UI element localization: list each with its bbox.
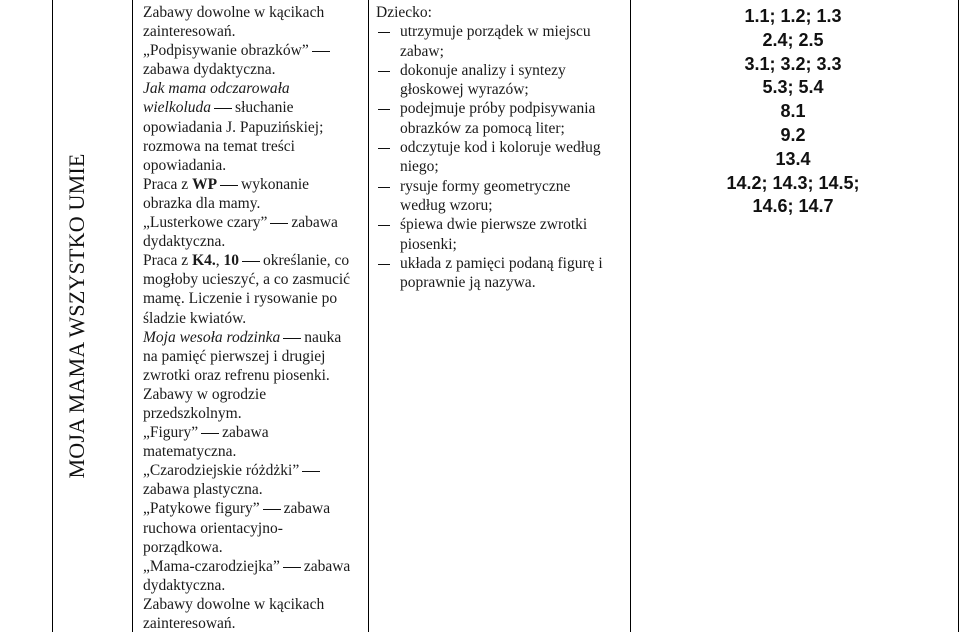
activity-line: zabawa plastyczna. <box>143 481 263 499</box>
activity-line: Zabawy dowolne w kącikach <box>143 4 325 21</box>
goal-item: śpiewa dwie pierwsze zwrotki <box>376 215 626 234</box>
activity-line: opowiadania J. Papuzińskiej; <box>143 118 324 136</box>
code-line: 13.4 <box>775 148 811 169</box>
column-divider <box>630 0 631 632</box>
activity-line: matematyczna. <box>143 443 237 461</box>
goal-item-continued: zabaw; <box>400 42 444 60</box>
activity-line: przedszkolnym. <box>143 404 242 422</box>
code-line: 1.1; 1.2; 1.3 <box>744 6 842 26</box>
activity-line: na pamięć pierwszej i drugiej <box>143 347 326 365</box>
activities-cell <box>143 3 367 633</box>
activity-line: mogłoby ucieszyć, a co zasmucić <box>143 271 351 289</box>
activity-line: opowiadania. <box>143 156 227 174</box>
code-line: 5.3; 5.4 <box>762 77 824 98</box>
section-title: MOJA MAMA WSZYSTKO UMIE <box>64 153 89 479</box>
code-line: 14.6; 14.7 <box>752 196 834 217</box>
code-line: 9.2 <box>780 124 806 145</box>
activity-line: „Podpisywanie obrazków” <box>143 41 367 60</box>
activity-line: Zabawy dowolne w kącikach <box>143 595 325 613</box>
goal-item: utrzymuje porządek w miejscu <box>376 22 626 41</box>
curriculum-codes-cell <box>634 5 952 219</box>
goals-header: Dziecko: <box>376 4 432 21</box>
activity-line: dydaktyczna. <box>143 233 226 251</box>
activity-line: mamę. Liczenie i rysowanie po <box>143 290 338 308</box>
goal-item-continued: poprawnie ją nazywa. <box>400 274 536 292</box>
goal-item-continued: głoskowej wyrazów; <box>400 81 529 99</box>
activity-line: „Mama-czarodziejka” zabawa <box>143 557 351 575</box>
activity-line: Jak mama odczarowała <box>143 80 290 98</box>
activity-line: obrazka dla mamy. <box>143 194 261 212</box>
activity-line: zainteresowań. <box>143 23 236 41</box>
activity-line: „Patykowe figury” zabawa <box>143 500 331 518</box>
activity-line: zabawa dydaktyczna. <box>143 61 276 79</box>
goal-item-continued: obrazków za pomocą liter; <box>400 119 565 137</box>
activity-line: „Figury” zabawa <box>143 424 269 442</box>
activity-line: śladzie kwiatów. <box>143 309 247 327</box>
goal-item-continued: niego; <box>400 158 439 176</box>
activity-line: Moja wesoła rodzinka nauka <box>143 328 342 346</box>
goal-item: dokonuje analizy i syntezy <box>376 61 626 80</box>
code-line: 8.1 <box>780 101 806 122</box>
goal-item: układa z pamięci podaną figurę i <box>376 254 626 273</box>
goal-item: odczytuje kod i koloruje według <box>376 138 626 157</box>
column-divider <box>132 0 133 632</box>
activity-line: „Lusterkowe czary” zabawa <box>143 214 338 232</box>
column-divider <box>958 0 959 632</box>
goal-item-continued: według wzoru; <box>400 196 493 214</box>
code-line: 2.4; 2.5 <box>762 29 824 50</box>
activity-line: zwrotki oraz refrenu piosenki. <box>143 366 330 384</box>
column-divider <box>368 0 369 632</box>
activity-line: zainteresowań. <box>143 615 236 632</box>
activity-line: porządkowa. <box>143 538 223 556</box>
goals-cell <box>376 3 626 292</box>
activity-line: Praca z K4., 10 określanie, co <box>143 252 350 270</box>
activity-line: ruchowa orientacyjno- <box>143 519 283 537</box>
activity-line: dydaktyczna. <box>143 576 226 594</box>
section-title-cell <box>52 0 102 632</box>
code-line: 3.1; 3.2; 3.3 <box>744 53 842 74</box>
goal-item-continued: piosenki; <box>400 235 457 253</box>
activity-line: rozmowa na temat treści <box>143 137 295 155</box>
activity-line: Zabawy w ogrodzie <box>143 385 267 403</box>
activity-line: „Czarodziejskie różdżki” <box>143 461 367 480</box>
activity-line: Praca z WP wykonanie <box>143 175 310 193</box>
goal-item: podejmuje próby podpisywania <box>376 99 626 118</box>
goal-item: rysuje formy geometryczne <box>376 177 626 196</box>
code-line: 14.2; 14.3; 14.5; <box>726 172 860 193</box>
activity-line: wielkoluda słuchanie <box>143 99 294 117</box>
